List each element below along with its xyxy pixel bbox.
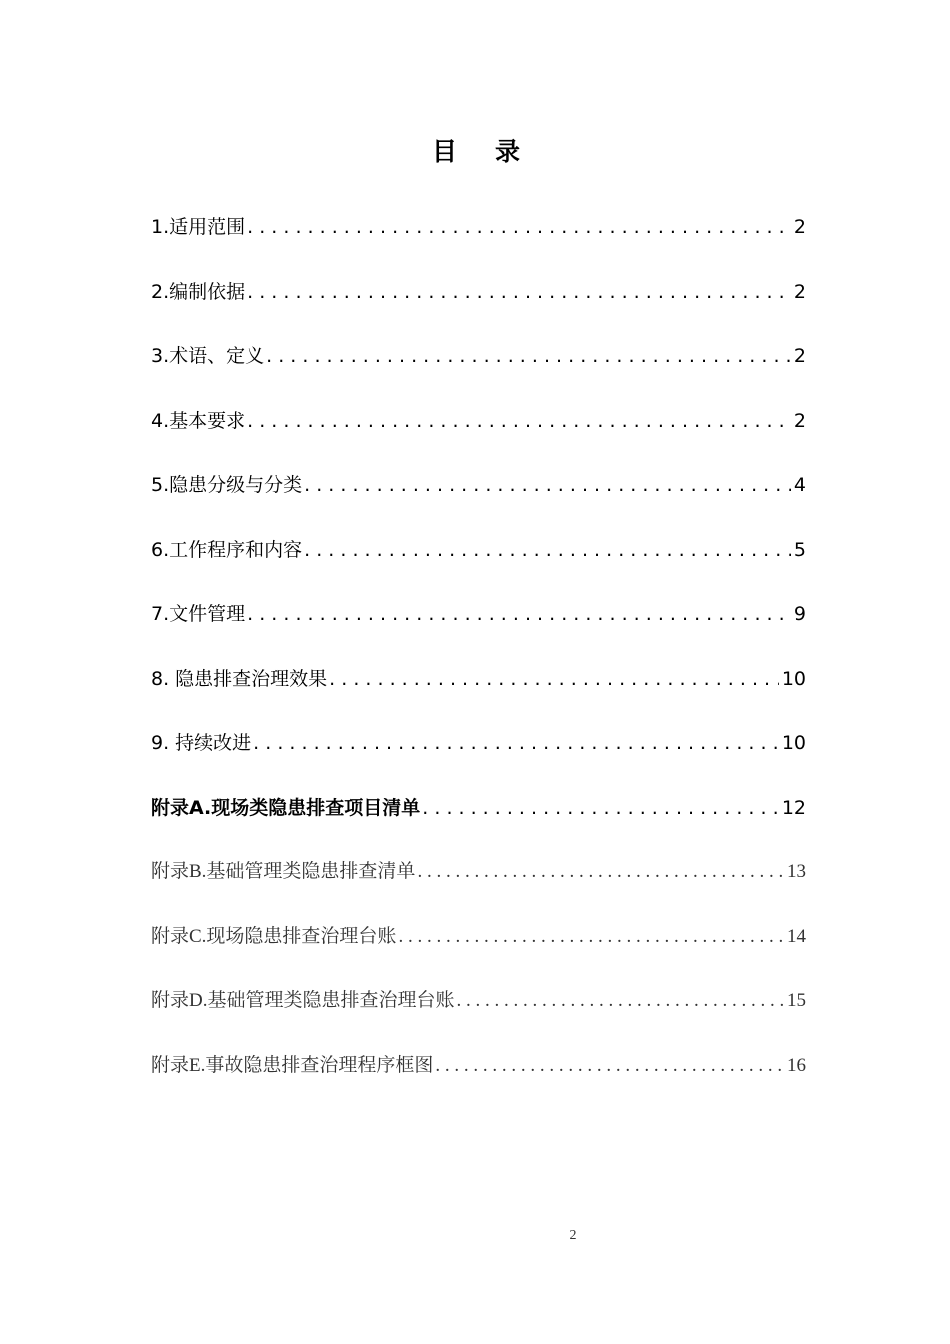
toc-entry-page: 5 [793,538,806,561]
toc-entry[interactable] [151,465,806,530]
toc-entry-page: 9 [793,603,806,625]
toc-entry-page: 10 [781,667,806,690]
toc-dot-leader [329,659,779,699]
toc-entry-label: 9. 持续改进 [151,732,252,754]
toc-entry[interactable] [151,981,806,1046]
toc-entry-label: 附录B.基础管理类隐患排查清单 [151,861,416,882]
toc-entry-page: 2 [793,345,806,367]
toc-dot-leader [266,336,791,376]
toc-dot-leader [247,207,791,247]
toc-entry-label: 7.文件管理 [151,603,246,625]
toc-entry[interactable] [151,207,806,272]
toc-entry-label: 5.隐患分级与分类 [151,474,303,496]
toc-entry[interactable] [151,401,806,466]
toc-entry-page: 16 [787,1054,806,1076]
toc-entry[interactable] [151,336,806,401]
toc-entry[interactable] [151,723,806,788]
toc-entry[interactable] [151,917,806,982]
toc-dot-leader [253,723,779,763]
page-number: 2 [569,1228,577,1243]
toc-entry-label: 6.工作程序和内容 [151,538,303,561]
toc-entry-page: 10 [781,732,806,754]
toc-dot-leader [247,272,791,312]
toc-entry-label: 附录D.基础管理类隐患排查治理台账 [151,990,455,1011]
table-of-contents [151,207,806,1110]
toc-entry-label: 1.适用范围 [151,216,246,238]
toc-entry-page: 14 [787,925,806,947]
toc-entry-page: 13 [787,861,806,882]
toc-dot-leader [304,530,791,570]
toc-dot-leader [398,917,784,957]
toc-entry[interactable] [151,659,806,724]
toc-dot-leader [247,401,791,441]
toc-dot-leader [247,594,791,634]
toc-entry-page: 2 [793,280,806,303]
toc-entry-page: 2 [793,409,806,432]
toc-entry[interactable] [151,272,806,337]
toc-entry-label: 附录A.现场类隐患排查项目清单 [151,796,421,819]
toc-entry-label: 附录C.现场隐患排查治理台账 [151,925,397,947]
toc-entry[interactable] [151,1046,806,1111]
toc-entry-label: 2.编制依据 [151,280,246,303]
toc-dot-leader [456,981,784,1021]
toc-dot-leader [422,788,779,828]
toc-dot-leader [417,852,784,892]
toc-entry-label: 4.基本要求 [151,409,246,432]
toc-entry[interactable] [151,852,806,917]
toc-entry-page: 12 [781,796,806,819]
page-title: 目录 [431,137,558,166]
toc-entry-page: 15 [787,990,806,1011]
toc-entry-page: 4 [793,474,806,496]
toc-entry[interactable] [151,594,806,659]
toc-dot-leader [304,465,791,505]
toc-entry-label: 附录E.事故隐患排查治理程序框图 [151,1054,434,1076]
toc-entry-label: 8. 隐患排查治理效果 [151,667,328,690]
toc-entry[interactable] [151,530,806,595]
toc-entry-page: 2 [793,216,806,238]
toc-entry-label: 3.术语、定义 [151,345,265,367]
toc-entry[interactable] [151,788,806,853]
toc-dot-leader [435,1046,784,1086]
